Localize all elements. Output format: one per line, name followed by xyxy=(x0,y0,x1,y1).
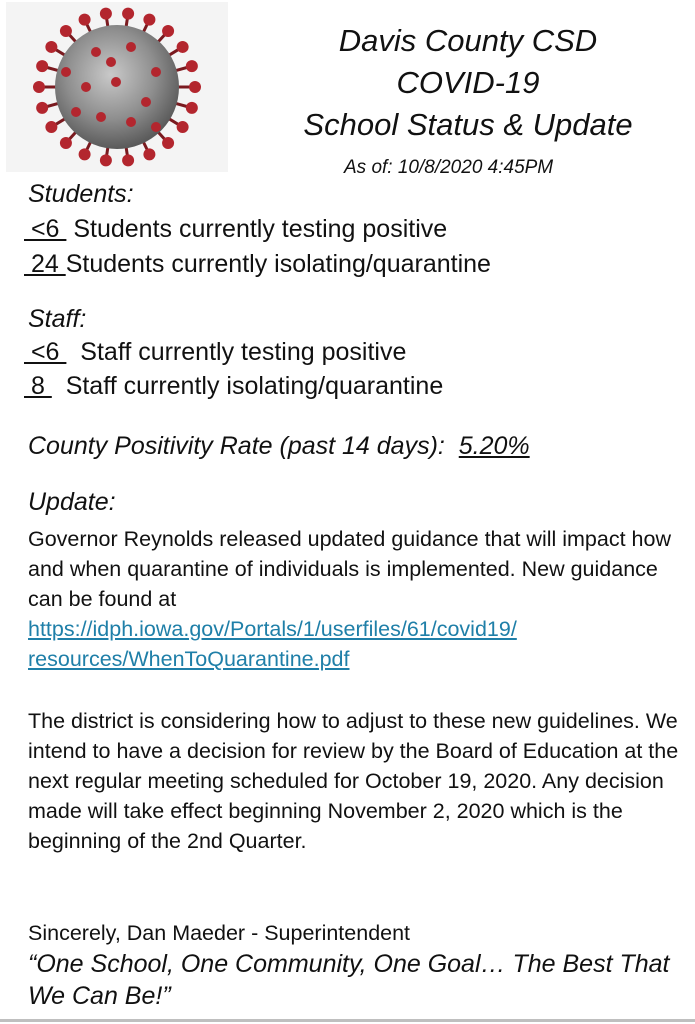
students-heading: Students: xyxy=(28,180,134,208)
title-line-2: COVID-19 xyxy=(396,65,540,100)
update-paragraph-2: The district is considering how to adjust to these new guidelines. We intend to have a decision for review by the Board of Education at the next regular meeting scheduled for October 19, 2020. Any decision made will take effect beginning November 2, 2020 which is the beginning of the 2nd Quarter. xyxy=(28,709,679,853)
bottom-divider xyxy=(0,1019,695,1022)
students-isolating-row xyxy=(24,250,491,279)
update-paragraph-1 xyxy=(28,524,688,674)
students-positive-row xyxy=(24,215,447,244)
staff-isolating-row xyxy=(24,372,443,401)
positivity-label: County Positivity Rate (past 14 days): xyxy=(28,432,459,460)
positivity-value: 5.20% xyxy=(458,432,530,460)
students-isolating-label: Students currently isolating/quarantine xyxy=(65,250,491,278)
staff-positive-row xyxy=(24,338,406,367)
coronavirus-icon xyxy=(6,2,228,172)
staff-positive-label: Staff currently testing positive xyxy=(66,338,407,366)
title-line-1: Davis County CSD xyxy=(338,23,598,58)
students-positive-count: <6 xyxy=(24,215,67,243)
coronavirus-image xyxy=(6,2,228,172)
title-line-3: School Status & Update xyxy=(303,107,633,142)
staff-positive-count: <6 xyxy=(24,338,67,366)
students-isolating-count: 24 xyxy=(24,250,66,278)
update-heading: Update: xyxy=(28,488,116,516)
title-block xyxy=(250,20,686,146)
students-positive-label: Students currently testing positive xyxy=(66,215,448,243)
guidance-link-line-1[interactable]: https://idph.iowa.gov/Portals/1/userfiles/61/covid19/ xyxy=(28,617,517,641)
as-of-date: As of: 10/8/2020 4:45PM xyxy=(344,157,554,178)
staff-heading: Staff: xyxy=(28,305,87,333)
guidance-link-line-2[interactable]: resources/WhenToQuarantine.pdf xyxy=(28,647,350,671)
positivity-rate xyxy=(28,432,530,461)
staff-isolating-count: 8 xyxy=(24,372,52,400)
motto: “One School, One Community, One Goal… The Best That We Can Be!” xyxy=(28,950,670,1010)
update-paragraph-1-text: Governor Reynolds released updated guidance that will impact how and when quarantine of individuals is implemented. New guidance can be found at xyxy=(28,527,671,611)
staff-isolating-label: Staff currently isolating/quarantine xyxy=(51,372,444,400)
signature: Sincerely, Dan Maeder - Superintendent xyxy=(28,921,411,945)
